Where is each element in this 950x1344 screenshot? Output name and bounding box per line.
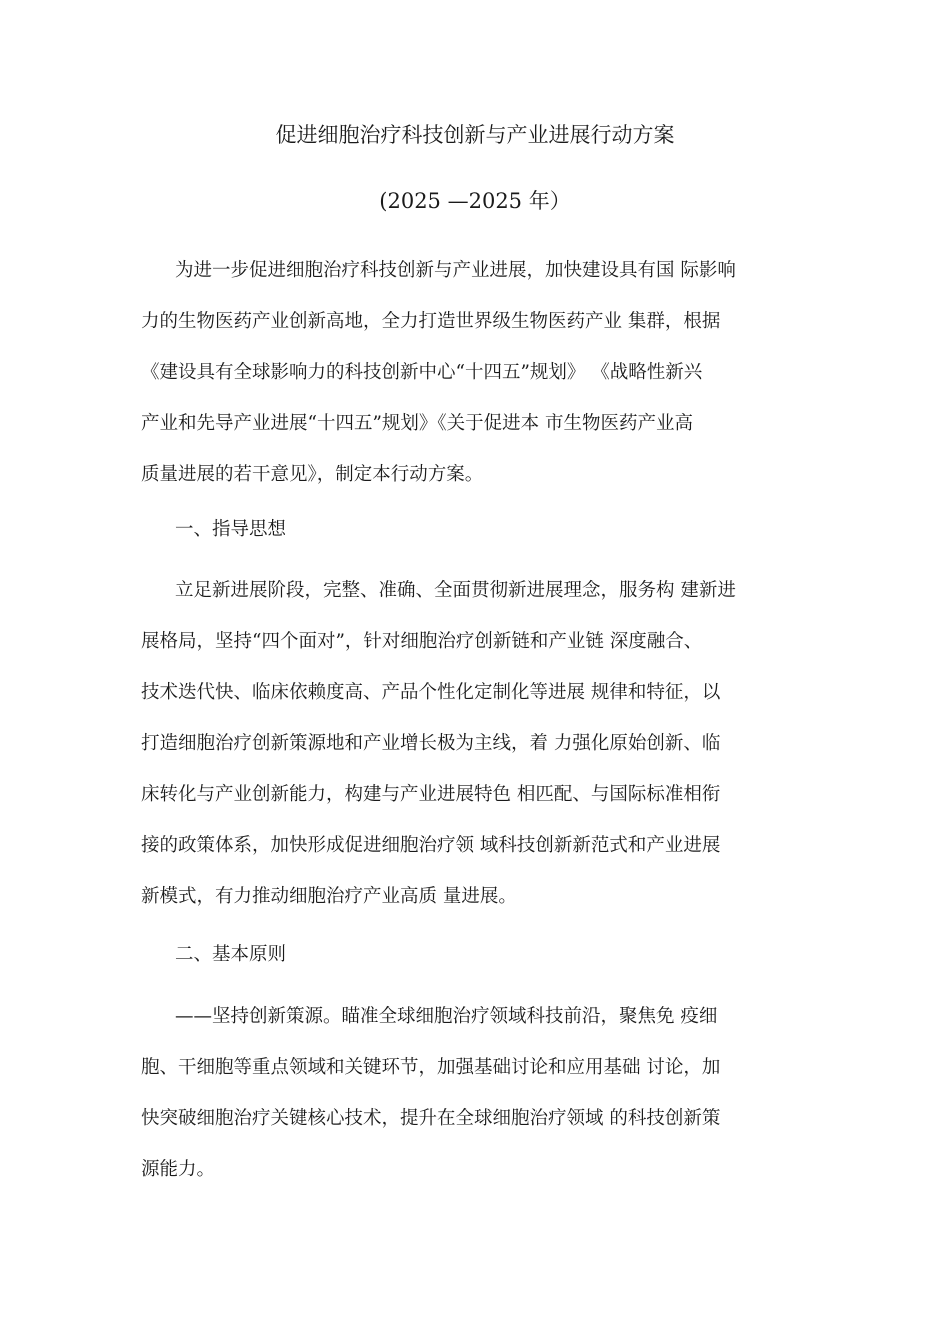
- paragraph-line: 产业和先导产业进展“十四五”规划》《关于促进本 市生物医药产业高: [141, 413, 694, 434]
- paragraph-line: 展格局，坚持“四个面对”，针对细胞治疗创新链和产业链 深度融合、: [141, 631, 703, 652]
- document-title: 促进细胞治疗科技创新与产业进展行动方案: [275, 123, 675, 147]
- paragraph-line: 源能力。: [141, 1159, 216, 1180]
- paragraph-line: 床转化与产业创新能力，构建与产业进展特色 相匹配、与国际标准相衔: [141, 784, 721, 805]
- paragraph-line: ——坚持创新策源。瞄准全球细胞治疗领域科技前沿，聚焦免 疫细: [175, 1006, 718, 1027]
- basic-principles-paragraph: [141, 991, 841, 1195]
- paragraph-line: 《建设具有全球影响力的科技创新中心“十四五”规划》 《战略性新兴: [141, 362, 703, 383]
- paragraph-line: 技术迭代快、临床依赖度高、产品个性化定制化等进展 规律和特征，以: [141, 682, 721, 703]
- paragraph-line: 打造细胞治疗创新策源地和产业增长极为主线，着 力强化原始创新、临: [141, 733, 721, 754]
- paragraph-line: 新模式，有力推动细胞治疗产业高质 量进展。: [141, 886, 517, 907]
- document-years: (2025 —2025 年）: [379, 189, 571, 213]
- guiding-ideology-paragraph: [141, 565, 841, 922]
- paragraph-line: 接的政策体系，加快形成促进细胞治疗领 域科技创新新范式和产业进展: [141, 835, 721, 856]
- section-heading-basic-principles: 二、基本原则: [175, 944, 287, 965]
- paragraph-line: 力的生物医药产业创新高地，全力打造世界级生物医药产业 集群，根据: [141, 311, 721, 332]
- paragraph-line: 质量进展的若干意见》，制定本行动方案。: [141, 464, 484, 485]
- section-heading-guiding-ideology: 一、指导思想: [175, 519, 287, 540]
- paragraph-line: 为进一步促进细胞治疗科技创新与产业进展，加快建设具有国 际影响: [175, 260, 736, 281]
- paragraph-line: 快突破细胞治疗关键核心技术，提升在全球细胞治疗领域 的科技创新策: [141, 1108, 721, 1129]
- paragraph-line: 立足新进展阶段，完整、准确、全面贯彻新进展理念，服务构 建新进: [175, 580, 736, 601]
- paragraph-line: 胞、干细胞等重点领域和关键环节，加强基础讨论和应用基础 讨论，加: [141, 1057, 721, 1078]
- intro-paragraph: [141, 245, 841, 500]
